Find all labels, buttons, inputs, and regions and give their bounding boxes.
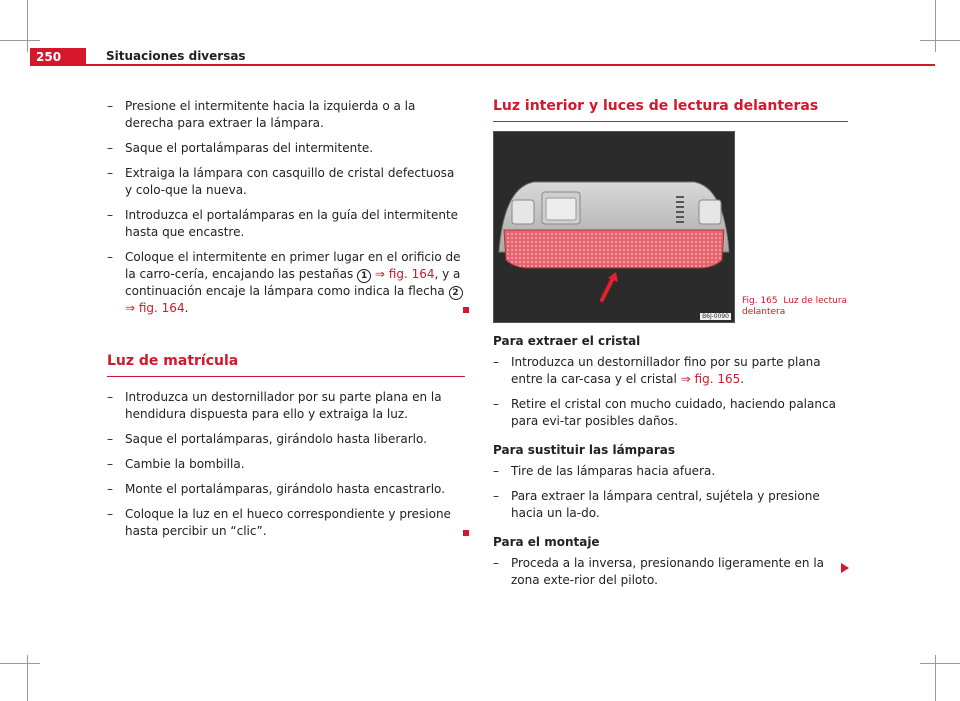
crop-mark — [920, 40, 960, 41]
subheading: Para el montaje — [493, 535, 600, 549]
figure-ref-link[interactable]: ⇒ fig. 164 — [371, 267, 435, 281]
figure-caption-label: Fig. 165 — [742, 296, 778, 306]
list-item: – Monte el portalámparas, girándolo hasta encastrarlo. — [107, 481, 465, 498]
crop-mark — [920, 663, 960, 664]
right-column-header — [493, 98, 848, 122]
list-item: – Proceda a la inversa, presionando ligeramente en la zona exte-rior del piloto. — [493, 555, 848, 589]
figure-caption-text: Luz de lectura delantera — [742, 296, 848, 317]
figure-ref-link[interactable]: ⇒ fig. 164 — [125, 301, 185, 315]
steps-list — [493, 463, 848, 522]
list-item: – Introduzca un destornillador por su parte plana en la hendidura dispuesta para ello y extraiga la luz. — [107, 389, 465, 423]
step-text: Introduzca un destornillador fino por su parte plana entre la car-casa y el cristal — [511, 355, 821, 386]
crop-mark — [27, 655, 28, 701]
header-rule — [30, 64, 935, 66]
section-end-mark — [463, 530, 469, 536]
list-item: – Introduzca el portalámparas en la guía del intermitente hasta que encastre. — [107, 207, 465, 241]
callout-marker-2: 2 — [449, 286, 463, 300]
page-number: 250 — [36, 50, 62, 64]
subheading: Para extraer el cristal — [493, 334, 641, 348]
section-title-interior-light: Luz interior y luces de lectura delanteras — [493, 98, 848, 122]
steps-list — [493, 354, 848, 430]
list-item: – Saque el portalámparas, girándolo hasta liberarlo. — [107, 431, 465, 448]
right-column-body — [493, 333, 848, 597]
list-item: – Presione el intermitente hacia la izquierda o a la derecha para extraer la lámpara. — [107, 98, 465, 132]
list-item: – Saque el portalámparas del intermitente. — [107, 140, 465, 157]
section-title-license-plate: Luz de matrícula — [107, 353, 465, 377]
crop-mark — [0, 40, 40, 41]
section-end-mark — [463, 307, 469, 313]
crop-mark — [0, 663, 40, 664]
crop-mark — [935, 655, 936, 701]
figure-ref-link[interactable]: ⇒ fig. 165 — [680, 372, 741, 386]
steps-list — [107, 389, 465, 540]
list-item: – Tire de las lámparas hacia afuera. — [493, 463, 848, 480]
crop-mark — [935, 0, 936, 52]
step-text: Coloque el intermitente en primer lugar en el orificio de la carro-cería, encajando las pestañas — [125, 250, 461, 281]
list-item: – Cambie la bombilla. — [107, 456, 465, 473]
figure-code: B6J-0090 — [702, 313, 729, 320]
running-header-title: Situaciones diversas — [106, 49, 246, 63]
left-column — [107, 98, 465, 548]
list-item: – Extraiga la lámpara con casquillo de cristal defectuosa y colo-que la nueva. — [107, 165, 465, 199]
list-item: – Retire el cristal con mucho cuidado, haciendo palanca para evi-tar posibles daños. — [493, 396, 848, 430]
reading-light-illustration — [494, 132, 734, 322]
step-text: . — [184, 301, 189, 315]
step-text: Coloque la luz en el hueco correspondiente y presione hasta percibir un “clic”. — [125, 507, 451, 538]
list-item — [493, 354, 848, 388]
list-item — [107, 249, 465, 317]
figure-caption — [742, 296, 852, 318]
list-item: – Para extraer la lámpara central, sujétela y presione hacia un la-do. — [493, 488, 848, 522]
step-text: , y a continuación encaje la lámpara como indica la flecha — [125, 267, 461, 298]
steps-list — [107, 98, 465, 317]
crop-mark — [27, 0, 28, 52]
step-text: . — [740, 372, 745, 386]
subheading: Para sustituir las lámparas — [493, 443, 676, 457]
continue-arrow-icon — [841, 563, 849, 573]
steps-list — [493, 555, 848, 589]
list-item — [107, 506, 465, 540]
figure-reading-light — [493, 131, 735, 323]
callout-marker-1: 1 — [357, 269, 371, 283]
